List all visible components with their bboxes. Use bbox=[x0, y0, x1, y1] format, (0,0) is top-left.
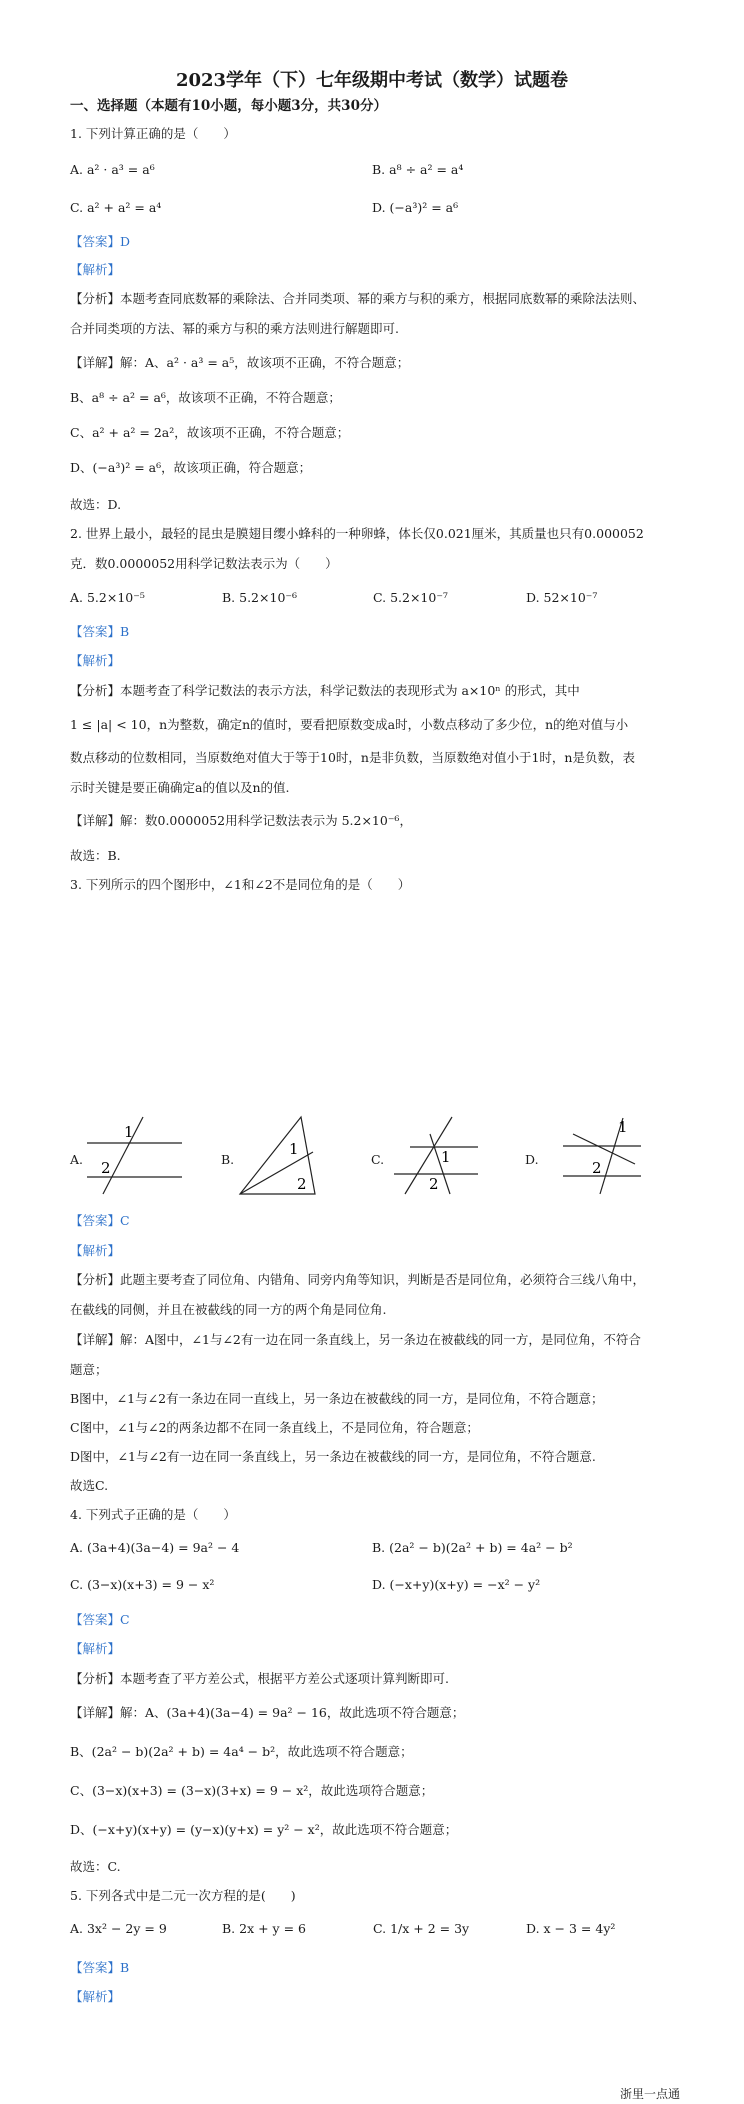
q2-option-d: D. 52×10⁻⁷ bbox=[526, 590, 598, 605]
q1-answer: 【答案】D bbox=[70, 234, 131, 249]
q2-answer: 【答案】B bbox=[70, 624, 130, 639]
q2-conclusion: 故选：B. bbox=[70, 848, 121, 863]
q1-option-a: A. a² · a³ = a⁶ bbox=[70, 162, 155, 177]
q3-solution-line: C图中，∠1与∠2的两条边都不在同一条直线上，不是同位角，符合题意； bbox=[70, 1420, 479, 1435]
q5-option-a: A. 3x² − 2y = 9 bbox=[70, 1921, 167, 1936]
q1-analysis-tag: 【解析】 bbox=[70, 262, 121, 277]
section-heading: 一、选择题（本题有10小题，每小题3分，共30分） bbox=[70, 98, 387, 114]
q4-solution-line: B、(2a² − b)(2a² + b) = 4a⁴ − b²，故此选项不符合题意； bbox=[70, 1744, 413, 1759]
q5-stem: 5. 下列各式中是二元一次方程的是( ) bbox=[70, 1888, 296, 1903]
q5-analysis-tag: 【解析】 bbox=[70, 1989, 121, 2004]
q2-option-b: B. 5.2×10⁻⁶ bbox=[222, 590, 297, 605]
q3-solution-line: D图中，∠1与∠2有一边在同一条直线上，另一条边在被截线的同一方，是同位角，不符合题意. bbox=[70, 1449, 596, 1464]
q3b-angle-2: 2 bbox=[297, 1175, 307, 1193]
q1-analysis-line: 合并同类项的方法、幂的乘方与积的乘方法则进行解题即可. bbox=[70, 321, 399, 336]
q4-stem: 4. 下列式子正确的是（ ） bbox=[70, 1507, 236, 1522]
q3-analysis-line: 在截线的同侧，并且在被截线的同一方的两个角是同位角. bbox=[70, 1302, 387, 1317]
q3-solution-line: 【详解】解：A图中，∠1与∠2有一边在同一条直线上，另一条边在被截线的同一方，是同位角，不符合 bbox=[70, 1332, 641, 1347]
q1-analysis-line: 【分析】本题考查同底数幂的乘除法、合并同类项、幂的乘方与积的乘方，根据同底数幂的乘除法法则、 bbox=[70, 291, 646, 306]
q3c-angle-1: 1 bbox=[441, 1148, 451, 1166]
q1-option-d: D. (−a³)² = a⁶ bbox=[372, 200, 459, 215]
q3-solution-line: 题意； bbox=[70, 1362, 108, 1377]
q4-solution-line: C、(3−x)(x+3) = (3−x)(3+x) = 9 − x²，故此选项符合题意； bbox=[70, 1783, 434, 1798]
q3-solution-line: B图中，∠1与∠2有一条边在同一直线上，另一条边在被截线的同一方，是同位角，不符合题意； bbox=[70, 1391, 604, 1406]
q4-option-c: C. (3−x)(x+3) = 9 − x² bbox=[70, 1577, 215, 1592]
q3-figure-d bbox=[545, 1112, 645, 1197]
q5-answer: 【答案】B bbox=[70, 1960, 130, 1975]
q3-figure-label-b: B. bbox=[221, 1152, 235, 1167]
q3-conclusion: 故选C. bbox=[70, 1478, 109, 1493]
q2-solution: 【详解】解：数0.0000052用科学记数法表示为 5.2×10⁻⁶， bbox=[70, 813, 412, 828]
q2-analysis-line: 示时关键是要正确确定a的值以及n的值. bbox=[70, 780, 290, 795]
q1-solution-line: C、a² + a² = 2a²，故该项不正确，不符合题意； bbox=[70, 425, 350, 440]
q2-option-a: A. 5.2×10⁻⁵ bbox=[70, 590, 145, 605]
q2-stem-line: 克．数0.0000052用科学记数法表示为（ ） bbox=[70, 556, 338, 571]
q1-solution-line: 【详解】解：A、a² · a³ = a⁵，故该项不正确，不符合题意； bbox=[70, 355, 410, 370]
q4-option-b: B. (2a² − b)(2a² + b) = 4a² − b² bbox=[372, 1540, 573, 1555]
q2-option-c: C. 5.2×10⁻⁷ bbox=[373, 590, 448, 605]
q4-option-d: D. (−x+y)(x+y) = −x² − y² bbox=[372, 1577, 541, 1592]
q4-analysis-tag: 【解析】 bbox=[70, 1641, 121, 1656]
q2-analysis-line: 1 ≤ |a| < 10，n为整数，确定n的值时，要看把原数变成a时，小数点移动了多少位，n的绝对值与小 bbox=[70, 717, 629, 732]
q5-option-c: C. 1/x + 2 = 3y bbox=[373, 1921, 470, 1936]
q5-option-b: B. 2x + y = 6 bbox=[222, 1921, 306, 1936]
footer-watermark: 浙里一点通 bbox=[619, 2087, 680, 2101]
q2-analysis-line: 数点移动的位数相同，当原数绝对值大于等于10时，n是非负数，当原数绝对值小于1时，n是负数，表 bbox=[70, 750, 635, 765]
q1-option-c: C. a² + a² = a⁴ bbox=[70, 200, 162, 215]
q4-solution-line: D、(−x+y)(x+y) = (y−x)(y+x) = y² − x²，故此选项不符合题意； bbox=[70, 1822, 458, 1837]
q3d-angle-1: 1 bbox=[618, 1118, 628, 1136]
q1-option-b: B. a⁸ ÷ a² = a⁴ bbox=[372, 162, 464, 177]
q3-stem: 3. 下列所示的四个图形中，∠1和∠2不是同位角的是（ ） bbox=[70, 877, 411, 892]
q2-stem-line: 2. 世界上最小，最轻的昆虫是膜翅目缨小蜂科的一种卵蜂，体长仅0.021厘米，其质量也只有0.000052 bbox=[70, 526, 644, 541]
q3-figure-c bbox=[390, 1112, 490, 1197]
q5-option-d: D. x − 3 = 4y² bbox=[526, 1921, 616, 1936]
q4-solution-line: 【详解】解：A、(3a+4)(3a−4) = 9a² − 16，故此选项不符合题意； bbox=[70, 1705, 465, 1720]
q3-analysis-tag: 【解析】 bbox=[70, 1243, 121, 1258]
q4-answer: 【答案】C bbox=[70, 1612, 130, 1627]
q3b-angle-1: 1 bbox=[289, 1140, 299, 1158]
q3-figure-label-d: D. bbox=[525, 1152, 539, 1167]
q3-figure-label-a: A. bbox=[70, 1152, 84, 1167]
q4-analysis: 【分析】本题考查了平方差公式，根据平方差公式逐项计算判断即可. bbox=[70, 1671, 449, 1686]
q3-figure-label-c: C. bbox=[371, 1152, 385, 1167]
q1-stem: 1. 下列计算正确的是（ ） bbox=[70, 126, 236, 141]
q2-analysis-tag: 【解析】 bbox=[70, 653, 121, 668]
page-title: 2023学年（下）七年级期中考试（数学）试题卷 bbox=[175, 70, 569, 91]
q3-analysis-line: 【分析】此题主要考查了同位角、内错角、同旁内角等知识，判断是否是同位角，必须符合三线八角中， bbox=[70, 1272, 646, 1287]
q1-conclusion: 故选：D. bbox=[70, 497, 122, 512]
q1-solution-line: D、(−a³)² = a⁶，故该项正确，符合题意； bbox=[70, 460, 312, 475]
q3c-angle-2: 2 bbox=[429, 1175, 439, 1193]
q3-figure-a bbox=[85, 1112, 185, 1197]
q3-figure-b bbox=[235, 1112, 335, 1197]
q4-conclusion: 故选：C. bbox=[70, 1859, 121, 1874]
q4-option-a: A. (3a+4)(3a−4) = 9a² − 4 bbox=[70, 1540, 240, 1555]
q3-answer: 【答案】C bbox=[70, 1213, 130, 1228]
q3a-angle-1: 1 bbox=[124, 1123, 134, 1141]
q1-solution-line: B、a⁸ ÷ a² = a⁶，故该项不正确，不符合题意； bbox=[70, 390, 341, 405]
q3d-angle-2: 2 bbox=[592, 1159, 602, 1177]
q2-analysis-line: 【分析】本题考查了科学记数法的表示方法，科学记数法的表现形式为 a×10ⁿ 的形式，其中 bbox=[70, 683, 580, 698]
q3a-angle-2: 2 bbox=[101, 1159, 111, 1177]
